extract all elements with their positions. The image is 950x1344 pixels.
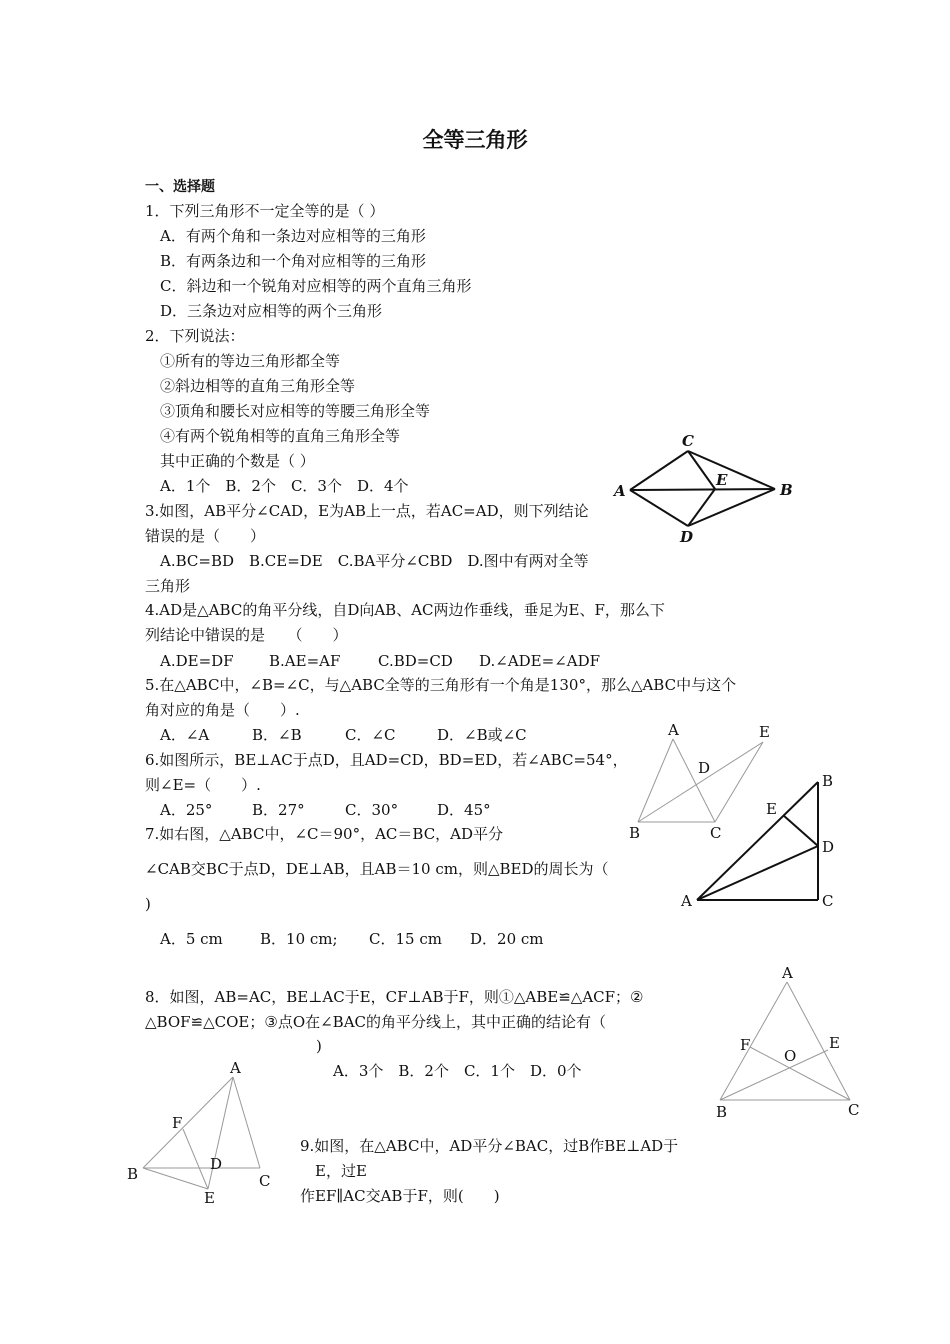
q9-label-b: B [127, 1165, 139, 1183]
q6-option-d: D．45° [437, 801, 491, 819]
q7-label-d: D [822, 838, 835, 856]
q3-label-d: D [680, 528, 694, 546]
q8-label-b: B [716, 1103, 728, 1121]
q7-label-b: B [822, 772, 834, 790]
q4-stem-line1: 4.AD是△ABC的角平分线，自D向AB、AC两边作垂线，垂足为E、F，那么下 [145, 601, 665, 619]
q3-options-line2: 三角形 [145, 577, 191, 595]
q3-label-b: B [780, 481, 793, 499]
q7-option-a: A．5 cm [160, 930, 223, 948]
q8-options: A．3个 B．2个 C．1个 D．0个 [333, 1062, 582, 1080]
q8-label-e: E [829, 1034, 840, 1052]
q1-option-c: C．斜边和一个锐角对应相等的两个直角三角形 [160, 277, 472, 295]
q5-option-d: D．∠B或∠C [437, 726, 527, 744]
q5-stem-line1: 5.在△ABC中，∠B=∠C，与△ABC全等的三角形有一个角是130°，那么△ABC中与这个 [145, 676, 737, 694]
q4-option-a: A.DE=DF [160, 652, 234, 670]
q3-stem-line2: 错误的是（ ） [145, 527, 266, 545]
q2-options: A．1个 B．2个 C．3个 D．4个 [160, 477, 409, 495]
q1-option-b: B．有两条边和一个角对应相等的三角形 [160, 252, 427, 270]
q9-triangle-figure [120, 1055, 280, 1210]
q8-label-c: C [848, 1101, 860, 1119]
q3-label-e: E [716, 471, 728, 489]
q9-label-d: D [210, 1155, 223, 1173]
q3-label-a: A [614, 482, 626, 500]
q9-label-f: F [172, 1114, 183, 1132]
q4-option-b: B.AE=AF [269, 652, 341, 670]
q8-label-o: O [784, 1047, 797, 1065]
q2-stem: 2．下列说法： [145, 327, 245, 345]
q3-stem-line1: 3.如图，AB平分∠CAD，E为AB上一点，若AC=AD，则下列结论 [145, 502, 589, 520]
q2-statement-2: ②斜边相等的直角三角形全等 [160, 377, 356, 395]
q7-label-e: E [766, 800, 777, 818]
q7-label-c: C [822, 892, 834, 910]
q9-label-a: A [230, 1059, 241, 1077]
q6-stem-line2: 则∠E=（ ）. [145, 776, 261, 794]
q2-statement-4: ④有两个锐角相等的直角三角形全等 [160, 427, 401, 445]
q6-label-c: C [710, 824, 722, 842]
q3-options-line1: A.BC=BD B.CE=DE C.BA平分∠CBD D.图中有两对全等 [160, 552, 589, 570]
q3-label-c: C [682, 432, 694, 450]
q8-stem-line3: ) [316, 1037, 322, 1055]
q6-stem-line1: 6.如图所示，BE⊥AC于点D，且AD=CD，BD=ED，若∠ABC=54°， [145, 751, 628, 769]
q8-stem-line2: △BOF≌△COE；③点O在∠BAC的角平分线上，其中正确的结论有（ [145, 1013, 607, 1031]
q5-option-a: A．∠A [160, 726, 210, 744]
q7-stem-line1: 7.如右图，△ABC中，∠C＝90°，AC＝BC，AD平分 [145, 825, 504, 843]
q7-option-c: C．15 cm [369, 930, 442, 948]
q3-kite-figure [610, 430, 800, 545]
q6-option-c: C．30° [345, 801, 399, 819]
q8-label-f: F [740, 1036, 751, 1054]
q5-option-c: C．∠C [345, 726, 396, 744]
q2-statement-3: ③顶角和腰长对应相等的等腰三角形全等 [160, 402, 431, 420]
page-title: 全等三角形 [422, 128, 528, 152]
q8-label-a: A [782, 964, 793, 982]
q7-label-a: A [681, 892, 692, 910]
q6-option-b: B．27° [252, 801, 305, 819]
q9-stem-line2: E，过E [315, 1162, 367, 1180]
q4-option-c: C.BD=CD [378, 652, 453, 670]
q6-label-e: E [759, 723, 770, 741]
q9-label-c: C [259, 1172, 271, 1190]
q7-option-b: B．10 cm; [260, 930, 338, 948]
q2-statement-1: ①所有的等边三角形都全等 [160, 352, 341, 370]
q2-ask: 其中正确的个数是（ ） [160, 452, 315, 470]
q6-label-d: D [698, 759, 711, 777]
q1-option-a: A．有两个角和一条边对应相等的三角形 [160, 227, 426, 245]
q6-label-a: A [668, 721, 679, 739]
q7-option-d: D．20 cm [470, 930, 544, 948]
q1-stem: 1．下列三角形不一定全等的是（ ） [145, 202, 385, 220]
q9-stem-line3: 作EF∥AC交AB于F，则( ) [300, 1187, 500, 1205]
q6-label-b: B [629, 824, 641, 842]
section-heading: 一、选择题 [145, 179, 215, 195]
q5-stem-line2: 角对应的角是（ ）. [145, 701, 300, 719]
q9-label-e: E [204, 1189, 215, 1207]
q4-option-d: D.∠ADE=∠ADF [479, 652, 601, 670]
q4-stem-line2: 列结论中错误的是 （ ） [145, 626, 348, 644]
q7-right-triangle-figure [675, 770, 845, 915]
q9-stem-line1: 9.如图，在△ABC中，AD平分∠BAC，过B作BE⊥AD于 [300, 1137, 679, 1155]
q7-stem-line2: ∠CAB交BC于点D，DE⊥AB，且AB＝10 cm，则△BED的周长为（ [145, 860, 609, 878]
q5-option-b: B．∠B [252, 726, 302, 744]
q7-stem-line3: ) [145, 895, 151, 913]
q6-option-a: A．25° [160, 801, 213, 819]
q1-option-d: D．三条边对应相等的两个三角形 [160, 302, 383, 320]
q8-stem-line1: 8．如图，AB=AC，BE⊥AC于E，CF⊥AB于F，则①△ABE≌△ACF；② [145, 988, 644, 1006]
q8-triangle-figure [710, 960, 870, 1125]
